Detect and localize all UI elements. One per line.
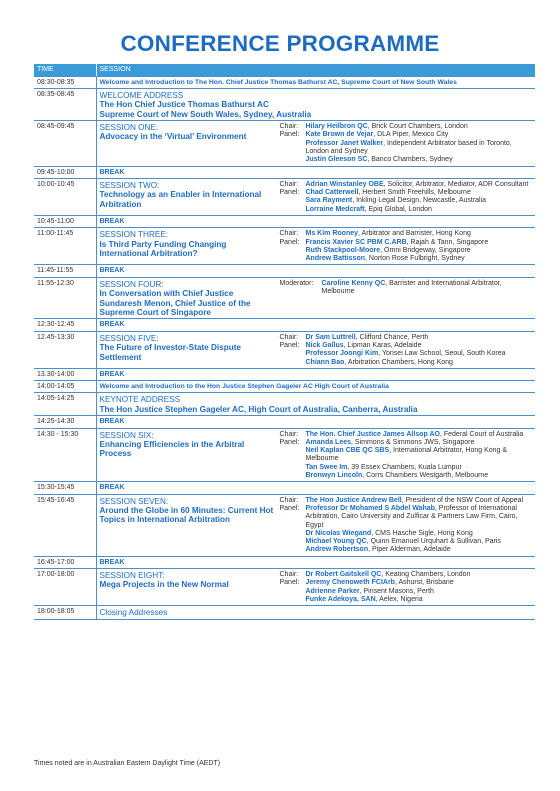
panel-member	[280, 230, 533, 238]
page-title: CONFERENCE PROGRAMME	[120, 31, 440, 56]
programme-row	[34, 178, 535, 215]
panel-member-affiliation: , 39 Essex Chambers, Kuala Lumpur	[347, 463, 462, 471]
panel-member-name: Chiann Bao	[305, 358, 345, 366]
break-label: BREAK	[99, 217, 125, 225]
panel-role: Chair:	[279, 180, 299, 188]
panel-member-details	[306, 230, 533, 238]
panel-member-details	[306, 588, 533, 596]
panel-member-affiliation: , President of the NSW Court of Appeal	[401, 496, 524, 504]
break-label: BREAK	[99, 418, 125, 426]
panel-member-name: Caroline Kenny QC	[321, 279, 386, 287]
programme-row	[34, 393, 535, 416]
panel-role: Chair:	[279, 123, 299, 131]
panel-role: Chair:	[279, 230, 299, 238]
panel-member-name: The Hon Justice Andrew Bell	[305, 496, 402, 504]
panel-role	[280, 359, 306, 367]
introduction-text: Welcome and Introduction to the Hon Justice Stephen Gageler AC High Court of Australia	[99, 383, 389, 391]
panel-member-name: Ms Kim Rooney	[305, 230, 359, 238]
panel-member-affiliation: , Aelex, Nigeria	[375, 595, 423, 603]
panel-member-details	[306, 571, 533, 579]
session-title: Enhancing Efficiencies in the Arbitral Process	[99, 439, 245, 459]
programme-table	[34, 64, 535, 620]
panel-member-name: Hilary Heilbron QC	[305, 123, 368, 131]
panel-role	[280, 472, 306, 480]
panel-member-name: Jeremy Chenoweth FCIArb	[305, 579, 395, 587]
session-cell	[96, 228, 535, 265]
panel-role	[280, 588, 306, 596]
panel-member	[280, 546, 533, 554]
time-cell: 10:45-11:00	[34, 215, 96, 227]
session-label: SESSION ONE:	[99, 123, 159, 133]
panel-member-details	[306, 579, 533, 587]
panel-member	[280, 140, 533, 157]
session-cell	[96, 265, 535, 277]
programme-row	[34, 416, 535, 428]
panel-role: Panel:	[279, 131, 300, 139]
panel-role: Moderator:	[279, 279, 314, 287]
panel-member-affiliation: , Ashurst, Brisbane	[394, 579, 454, 587]
panel-member-details	[306, 431, 533, 439]
session-label: SESSION SEVEN:	[99, 496, 169, 506]
panel-member	[280, 588, 533, 596]
time-cell: 09:45-10:00	[34, 166, 96, 178]
session-cell	[96, 277, 535, 319]
panel-role: Panel:	[279, 579, 300, 587]
time-column-header: TIME	[34, 64, 96, 76]
panel-role	[280, 197, 306, 205]
panel-member-name: Lorraine Medcraft	[305, 205, 365, 213]
introduction-text: Welcome and Introduction to The Hon. Chief Justice Thomas Bathurst AC, Supreme Court of New South Wales	[99, 78, 457, 86]
session-info	[100, 497, 280, 555]
panel-member-details	[306, 464, 533, 472]
panel-member-name: Dr Robert Gaitskell QC	[305, 571, 382, 579]
panel-member-name: Chad Catterwell	[305, 189, 359, 197]
time-cell: 08:35-08:45	[34, 88, 96, 120]
panel-member	[280, 206, 533, 214]
panel-member-affiliation: , Clifford Chance, Perth	[355, 333, 429, 341]
session-cell	[96, 569, 535, 606]
panel-member-name: Justin Gleeson SC	[305, 156, 368, 164]
panel-member-name: Dr Nicolas Wiegand	[305, 529, 372, 537]
panel-role	[280, 530, 306, 538]
panel-member	[280, 472, 533, 480]
panel-member-name: Professor Joongi Kim	[305, 350, 379, 358]
panel-role	[280, 546, 306, 554]
panel-role: Panel:	[279, 189, 300, 197]
panel-member	[280, 530, 533, 538]
panel-member-details	[306, 596, 533, 604]
break-label: BREAK	[99, 321, 125, 329]
programme-row	[34, 494, 535, 556]
panel-member	[280, 239, 533, 247]
panel-member	[280, 439, 533, 447]
session-label: SESSION FOUR:	[99, 279, 164, 289]
session-layout	[100, 230, 533, 263]
panel-member-details	[306, 197, 533, 205]
panel-member-details	[306, 255, 533, 263]
panel-member-details	[306, 131, 533, 139]
session-cell	[96, 368, 535, 380]
panel-member-details	[306, 156, 533, 164]
panel-member-details	[306, 350, 533, 358]
closing-label: Closing Addresses	[99, 608, 168, 618]
panel-member-affiliation: , Piper Alderman, Adelaide	[368, 546, 451, 554]
panel-role	[280, 255, 306, 263]
session-info	[100, 431, 280, 481]
time-cell: 10:00-10:45	[34, 178, 96, 215]
panel-member-affiliation: , Keating Chambers, London	[381, 571, 471, 579]
programme-row	[34, 215, 535, 227]
session-info	[100, 181, 280, 214]
panel-member-name: Francis Xavier SC PBM C.ARB	[305, 238, 407, 246]
time-cell: 13.30-14:00	[34, 368, 96, 380]
panel-member	[280, 189, 533, 197]
session-title: The Future of Investor-State Dispute Settlement	[99, 343, 241, 362]
session-cell	[96, 331, 535, 368]
panel-member	[280, 538, 533, 546]
panel-member	[280, 156, 533, 164]
session-info	[100, 334, 280, 367]
session-title: Mega Projects in the New Normal	[99, 580, 229, 590]
panel-member-details	[306, 206, 533, 214]
timezone-footnote: Times noted are in Australian Eastern Daylight Time (AEDT)	[34, 760, 221, 767]
session-label: SESSION FIVE:	[99, 333, 159, 343]
session-label: SESSION TWO:	[99, 180, 160, 190]
programme-row	[34, 368, 535, 380]
panel-member-details	[322, 280, 533, 297]
panel-member-details	[306, 342, 533, 350]
panel-member-affiliation: , Banco Chambers, Sydney	[367, 156, 453, 164]
panel-member-name: Nick Gallus	[305, 341, 344, 349]
session-info	[100, 230, 280, 263]
time-cell: 15:30-15:45	[34, 482, 96, 494]
panel-role: Chair:	[279, 430, 299, 438]
panel-member	[280, 334, 533, 342]
programme-row	[34, 381, 535, 393]
panel-member	[280, 123, 533, 131]
session-cell	[96, 482, 535, 494]
panel-role: Panel:	[279, 341, 300, 349]
session-cell	[96, 88, 535, 120]
panel-member-affiliation: , Federal Court of Australia	[439, 430, 524, 438]
panel-member-affiliation: , Barrister and International Arbitrator, Melbourne	[321, 279, 502, 296]
panel-member-affiliation: , Corrs Chambers Westgarth, Melbourne	[362, 472, 489, 480]
session-title: Around the Globe in 60 Minutes: Current Hot Topics in International Arbitration	[99, 506, 274, 525]
panel-member-name: Kate Brown de Vejar	[305, 131, 374, 139]
time-cell: 14:25-14:30	[34, 416, 96, 428]
time-cell: 08:45-09:45	[34, 121, 96, 166]
panel-member-details	[306, 189, 533, 197]
panel-role	[280, 140, 306, 157]
session-cell	[96, 381, 535, 393]
session-cell	[96, 215, 535, 227]
address-line: The Hon Justice Stephen Gageler AC, High Court of Australia, Canberra, Australia	[99, 404, 418, 414]
panel-role	[280, 350, 306, 358]
session-layout	[100, 123, 533, 164]
panel-member-details	[306, 247, 533, 255]
panel-member	[280, 247, 533, 255]
session-title: In Conversation with Chief Justice Sundaresh Menon, Chief Justice of the Supreme Court of Singapore	[99, 289, 251, 317]
panel-member-name: Andrew Battisson	[305, 255, 366, 263]
panel-member-name: Bronwyn Lincoln	[305, 472, 363, 480]
panel-list	[280, 431, 533, 481]
panel-member-affiliation: , Yonsei Law School, Seoul, South Korea	[378, 350, 506, 358]
panel-member-name: Michael Young QC	[305, 538, 367, 546]
programme-row	[34, 76, 535, 88]
programme-row	[34, 569, 535, 606]
panel-member-affiliation: , Quinn Emanuel Urquhart & Sullivan, Paris	[366, 538, 501, 546]
panel-member-name: Ruth Stackpool-Moore	[305, 246, 381, 254]
time-cell: 16:45-17:00	[34, 556, 96, 568]
panel-member-affiliation: , Inkling Legal Design, Newcastle, Australia	[352, 197, 487, 205]
panel-member-details	[306, 447, 533, 464]
session-cell	[96, 606, 535, 619]
session-title: Advocacy in the ‘Virtual’ Environment	[99, 132, 247, 142]
session-layout	[100, 571, 533, 604]
break-label: BREAK	[99, 267, 125, 275]
panel-member	[280, 350, 533, 358]
programme-row	[34, 265, 535, 277]
programme-row	[34, 428, 535, 482]
session-layout	[100, 181, 533, 214]
session-cell	[96, 178, 535, 215]
programme-row	[34, 482, 535, 494]
panel-member-affiliation: , DLA Piper, Mexico City	[373, 131, 449, 139]
time-cell: 08:30-08:35	[34, 76, 96, 88]
session-label: SESSION SIX:	[99, 430, 154, 440]
programme-row	[34, 556, 535, 568]
panel-member-affiliation: , Herbert Smith Freehills, Melbourne	[358, 189, 471, 197]
session-label: SESSION THREE:	[99, 230, 169, 240]
panel-role	[280, 447, 306, 464]
programme-row	[34, 331, 535, 368]
panel-member-name: Andrew Robertson	[305, 546, 369, 554]
session-cell	[96, 319, 535, 331]
panel-member-affiliation: , Omni Bridgeway, Singapore	[380, 246, 471, 254]
session-info	[100, 571, 280, 604]
panel-member-affiliation: , Solicitor, Arbitrator, Mediator, ADR Consultant	[383, 180, 529, 188]
panel-member-name: Funke Adekoya, SAN	[305, 595, 376, 603]
panel-member-name: Adrian Winstanley OBE	[305, 180, 384, 188]
panel-member-name: Neil Kaplan CBE QC SBS	[305, 447, 390, 455]
panel-member	[280, 596, 533, 604]
panel-member-affiliation: , CMS Hasche Sigle, Hong Kong	[371, 529, 473, 537]
panel-member-name: Adrienne Parker	[305, 587, 360, 595]
session-layout	[100, 431, 533, 481]
panel-role	[280, 464, 306, 472]
session-cell	[96, 393, 535, 416]
time-cell: 14:30 - 15:30	[34, 428, 96, 482]
panel-member-details	[306, 472, 533, 480]
session-cell	[96, 428, 535, 482]
panel-member	[280, 505, 533, 530]
panel-role: Panel:	[279, 438, 300, 446]
session-info	[100, 280, 280, 318]
panel-member-details	[306, 140, 533, 157]
panel-role	[280, 247, 306, 255]
panel-list	[280, 571, 533, 604]
session-cell	[96, 76, 535, 88]
time-cell: 14:05-14:25	[34, 393, 96, 416]
panel-member-details	[306, 546, 533, 554]
panel-role	[280, 596, 306, 604]
panel-member-details	[306, 123, 533, 131]
panel-member-affiliation: , Independent Arbitrator based in Toronto, London and Sydney	[305, 139, 512, 155]
time-cell: 12:30-12:45	[34, 319, 96, 331]
panel-member	[280, 579, 533, 587]
session-title: Technology as an Enabler in International Arbitration	[99, 190, 262, 209]
panel-member-details	[306, 181, 533, 189]
panel-member-details	[306, 359, 533, 367]
panel-member-details	[306, 538, 533, 546]
session-cell	[96, 416, 535, 428]
session-title: Is Third Party Funding Changing International Arbitration?	[99, 239, 227, 259]
panel-member-affiliation: , Arbitration Chambers, Hong Kong	[344, 358, 453, 366]
panel-member-name: The Hon. Chief Justice James Allsop AO	[305, 430, 440, 438]
programme-row	[34, 606, 535, 619]
time-cell: 17:00-18:00	[34, 569, 96, 606]
session-cell	[96, 166, 535, 178]
panel-role: Panel:	[279, 238, 300, 246]
panel-list	[280, 280, 533, 318]
panel-member	[280, 342, 533, 350]
session-cell	[96, 494, 535, 556]
time-cell: 12.45-13:30	[34, 331, 96, 368]
session-cell	[96, 121, 535, 166]
panel-role: Chair:	[279, 333, 299, 341]
programme-row	[34, 166, 535, 178]
time-cell: 15:45-16:45	[34, 494, 96, 556]
time-cell: 11:00-11:45	[34, 228, 96, 265]
session-layout	[100, 497, 533, 555]
panel-member-affiliation: , Epiq Global, London	[364, 205, 432, 213]
panel-list	[280, 230, 533, 263]
panel-member-affiliation: , Norton Rose Fulbright, Sydney	[365, 255, 465, 263]
panel-role	[280, 206, 306, 214]
panel-member-affiliation: , Professor of International Arbitration, Cairo University and Zulficar & Partners Law Firm, Cairo, Egypt	[305, 504, 518, 529]
panel-member-affiliation: , Arbitrator and Barrister, Hong Kong	[358, 230, 471, 238]
panel-member-affiliation: , Lipman Karas, Adelaide	[343, 341, 422, 349]
programme-row	[34, 228, 535, 265]
programme-row	[34, 277, 535, 319]
session-label: SESSION EIGHT:	[99, 571, 165, 581]
panel-member-details	[306, 239, 533, 247]
panel-list	[280, 181, 533, 214]
panel-member-details	[306, 530, 533, 538]
session-cell	[96, 556, 535, 568]
session-info	[100, 123, 280, 164]
address-line: Supreme Court of New South Wales, Sydney, Australia	[99, 109, 312, 119]
panel-member-affiliation: , International Arbitrator, Hong Kong & Melbourne	[305, 447, 508, 463]
panel-member-details	[306, 497, 533, 505]
session-layout	[100, 334, 533, 367]
panel-member	[280, 464, 533, 472]
programme-body	[34, 64, 535, 619]
session-layout	[100, 280, 533, 318]
break-label: BREAK	[99, 370, 125, 378]
programme-row	[34, 121, 535, 166]
table-header-row	[34, 64, 535, 76]
panel-member-affiliation: , Rajah & Tann, Singapore	[406, 238, 489, 246]
panel-role: Panel:	[279, 504, 300, 512]
panel-member-name: Professor Dr Mohamed S Abdel Wahab	[305, 504, 435, 512]
panel-member-name: Dr Sam Luttrell	[305, 333, 356, 341]
panel-member	[280, 359, 533, 367]
panel-member	[280, 181, 533, 189]
panel-role: Chair:	[279, 571, 299, 579]
panel-member	[280, 280, 533, 297]
panel-member	[280, 497, 533, 505]
panel-member-name: Amanda Lees	[305, 438, 352, 446]
panel-member	[280, 447, 533, 464]
panel-role	[280, 156, 306, 164]
address-label: WELCOME ADDRESS	[99, 90, 184, 100]
time-cell: 11:45-11:55	[34, 265, 96, 277]
break-label: BREAK	[99, 484, 125, 492]
panel-member-details	[306, 439, 533, 447]
panel-member	[280, 571, 533, 579]
panel-member	[280, 131, 533, 139]
panel-member-name: Tan Swee Im	[305, 463, 348, 471]
panel-member-affiliation: , Pinsent Masons, Perth	[359, 587, 434, 595]
address-line: The Hon Chief Justice Thomas Bathurst AC	[99, 100, 269, 110]
session-column-header: SESSION	[96, 64, 535, 76]
panel-member-affiliation: , Brick Court Chambers, London	[367, 123, 468, 131]
panel-list	[280, 497, 533, 555]
address-label: KEYNOTE ADDRESS	[99, 395, 181, 405]
programme-row	[34, 88, 535, 120]
panel-role: Chair:	[279, 496, 299, 504]
panel-member-details	[306, 505, 533, 530]
panel-member	[280, 431, 533, 439]
break-label: BREAK	[99, 558, 125, 566]
programme-row	[34, 319, 535, 331]
time-cell: 11:55-12:30	[34, 277, 96, 319]
panel-list	[280, 334, 533, 367]
panel-member-details	[306, 334, 533, 342]
time-cell: 14:00-14:05	[34, 381, 96, 393]
panel-member-name: Professor Janet Walker	[305, 139, 384, 147]
panel-member	[280, 255, 533, 263]
panel-list	[280, 123, 533, 164]
panel-member-affiliation: , Simmons & Simmons JWS, Singapore	[351, 438, 475, 446]
break-label: BREAK	[99, 168, 125, 176]
panel-role	[280, 538, 306, 546]
panel-member	[280, 197, 533, 205]
panel-member-name: Sara Rayment	[305, 197, 353, 205]
time-cell: 18:00-18:05	[34, 606, 96, 619]
